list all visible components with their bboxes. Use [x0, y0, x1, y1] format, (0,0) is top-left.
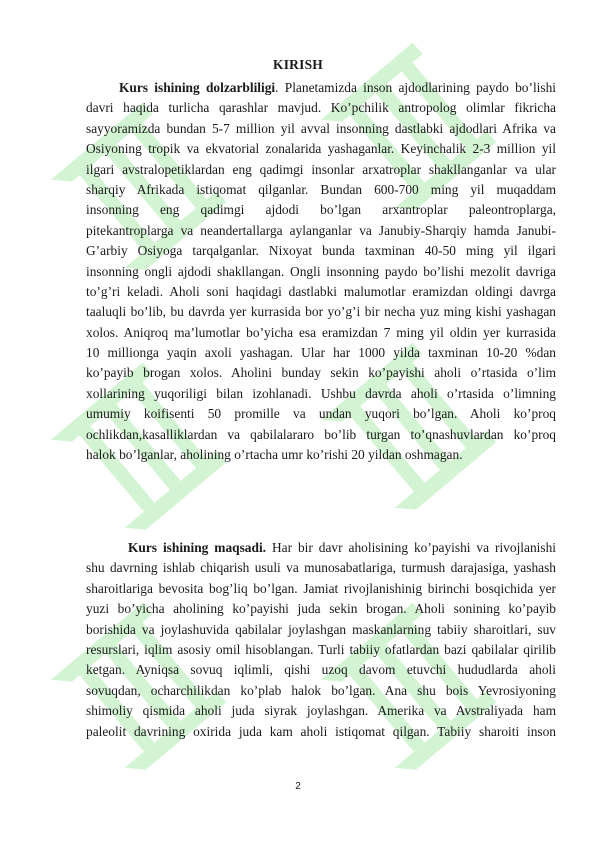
line-text: Har bir davr aholisining ko’payishi va rivojlanishi: [266, 540, 557, 555]
text-line: [86, 722, 556, 742]
text-line: [86, 384, 556, 404]
text-line: [86, 425, 556, 445]
line-text: shu davrning ishlab chiqarish usuli va munosabatlariga, turmush darajasiga, yashash: [86, 560, 556, 576]
text-line: [86, 78, 556, 98]
text-line: [86, 445, 556, 465]
page-number: 2: [295, 781, 301, 792]
text-line: [86, 660, 556, 680]
line-text: Osiyoning tropik va ekvatorial zonalarida yashaganlar. Keyinchalik 2-3 million yil: [86, 141, 556, 157]
line-text: insonning eng qadimgi ajdodi bo’lgan arxantroplar paleontroplarga,: [86, 202, 556, 218]
line-text: sharoitlariga bevosita bog’liq bo’lgan. Jamiat rivojlanishinig birinchi bosqichida yer: [86, 580, 556, 596]
text-line: [86, 363, 556, 383]
text-line: [86, 323, 556, 343]
text-line: [86, 200, 556, 220]
line-text: borishida va joylashuvida qabilalar joylashgan maskanlarning tabiiy sharoitlari, suv: [86, 621, 556, 637]
line-text: sayyoramizda bundan 5-7 million yil avval insonning dastlabki ajdodlari Afrika va: [86, 120, 556, 136]
text-line: [86, 538, 556, 558]
line-text: pitekantroplarga va neandertallarga aylanganlar va Janubiy-Sharqiy hamda Janubi-: [86, 222, 556, 238]
text-line: [86, 262, 556, 282]
line-text: ochlikdan,kasalliklardan va qabilalararo bo’lib turgan to’qnashuvlardan ko’proq: [86, 426, 556, 442]
text-line: [86, 599, 556, 619]
text-line: [86, 579, 556, 599]
line-text: G’arbiy Osiyoga tarqalganlar. Nixoyat bunda taxminan 40-50 ming yil ilgari: [86, 243, 556, 259]
text-line: [86, 302, 556, 322]
line-text: xolos. Aniqroq ma’lumotlar bo’yicha esa eramizdan 7 ming yil oldin yer kurrasida: [86, 324, 556, 340]
line-text: sovuqdan, ocharchilikdan ko’plab halok bo’lgan. Ana shu bois Yevrosiyoning: [86, 682, 556, 698]
text-line: [86, 119, 556, 139]
paragraph-lead: Kurs ishining dolzarbliligi: [119, 80, 276, 95]
line-text: . Planetamizda inson ajdodlarining paydo bo’lishi: [275, 80, 557, 95]
text-line: [86, 221, 556, 241]
line-text: ketgan. Ayniqsa sovuq iqlimli, qishi uzoq davom etuvchi hududlarda aholi: [86, 662, 556, 678]
line-text: 10 millionga yaqin axoli yashagan. Ular har 1000 yilda taxminan 10-20 %dan: [86, 345, 556, 361]
line-text: shimoliy qismida aholi juda siyrak joylashgan. Amerika va Avstraliyada ham: [86, 703, 556, 719]
text-line: [86, 139, 556, 159]
text-line: [86, 640, 556, 660]
line-text: to’g’ri keladi. Aholi soni haqidagi dastlabki malumotlar eramizdan oldingi davrga: [86, 283, 556, 299]
line-text: sharqiy Afrikada istiqomat qilganlar. Bundan 600-700 ming yil muqaddam: [86, 181, 556, 197]
line-text: halok bo’lganlar, aholining o’rtacha umr ko’rishi 20 yildan oshmagan.: [86, 447, 463, 463]
line-text: umumiy koifisenti 50 promille va undan yuqori bo’lgan. Aholi ko’proq: [86, 406, 556, 422]
paragraph-lead: Kurs ishining maqsadi.: [128, 540, 267, 555]
text-line: [86, 701, 556, 721]
line-text: taaluqli bo’lib, bu davrda yer kurrasida bor yo’g’i bir necha yuz ming kishi yashagan: [86, 304, 556, 320]
line-text: ilgari avstralopetiklardan eng qadimgi insonlar arxatroplar shakllanganlar va ular: [86, 161, 556, 177]
text-line: [86, 558, 556, 578]
text-line: [86, 282, 556, 302]
text-line: [86, 180, 556, 200]
text-line: [86, 241, 556, 261]
text-line: [86, 98, 556, 118]
line-text: insonning ongli ajdodi shakllangan. Ongli insonning paydo bo’lishi mezolit davriga: [86, 263, 556, 279]
line-text: xollarining yuqoriligi bilan izohlanadi. Ushbu davrda aholi o’rtasida o’limning: [86, 385, 556, 401]
line-text: yuzi bo’yicha aholining ko’payishi juda sekin brogan. Aholi sonining ko’payib: [86, 601, 556, 617]
line-text: ko’payib brogan xolos. Aholini bunday sekin ko’payishi aholi o’rtasida o’lim: [86, 365, 556, 381]
line-text: resurslari, iqlim asosiy omil hisoblangan. Turli tabiiy ofatlardan bazi qabilalar qirilib: [86, 641, 556, 657]
text-line: [86, 404, 556, 424]
text-line: [86, 343, 556, 363]
text-line: [86, 160, 556, 180]
line-text: paleolit davrining oxirida juda kam aholi istiqomat qilgan. Tabiiy sharoiti inson: [86, 723, 556, 739]
text-line: [86, 620, 556, 640]
paragraph-dolzarbliligi: [86, 78, 556, 465]
line-text: davri haqida turlicha qarashlar mavjud. Ko’pchilik antropolog olimlar fikricha: [86, 100, 556, 116]
page-title: KIRISH: [273, 57, 323, 72]
paragraph-maqsadi: [86, 538, 556, 742]
text-line: [86, 681, 556, 701]
